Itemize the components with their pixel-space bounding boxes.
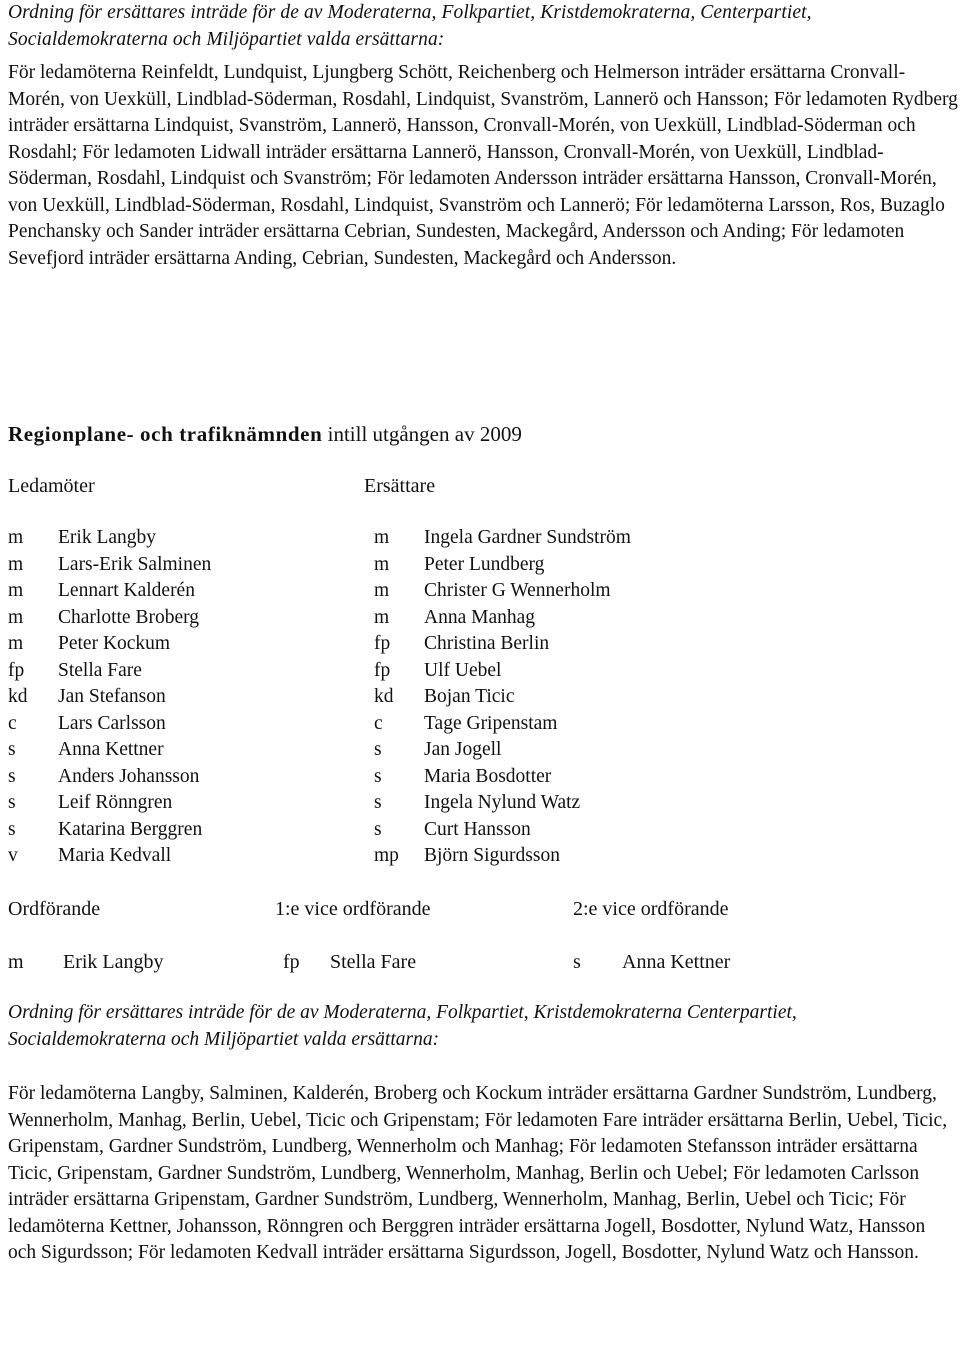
- substitution-order-text: För ledamöterna Reinfeldt, Lundquist, Ljungberg Schött, Reichenberg och Helmerson inträder ersättarna Cronvall-Morén, von Uexküll, Lindblad-Söderman, Rosdahl, Lindquist, Svanström, Lannerö och Hansson; För ledamoten Rydberg inträder ersättarna Lindquist, Svanström, Lannerö, Hansson, Cronvall-Morén, von Uexküll, Lindblad-Söderman och Rosdahl; För ledamoten Lidwall inträder ersättarna Lannerö, Hansson, Cronvall-Morén, von Uexküll, Lindblad-Söderman, Rosdahl, Lindquist och Svanström; För ledamoten Andersson inträder ersättarna Hansson, Cronvall-Morén, von Uexküll, Lindblad-Söderman, Rosdahl, Lindquist, Svanström och Lannerö; För ledamöterna Larsson, Ros, Buzaglo Penchansky och Sander inträder ersättarna Cebrian, Sundesten, Mackegård, Andersson och Anding; För ledamoten Sevefjord inträder ersättarna Anding, Cebrian, Sundesten, Mackegård och Andersson.: [8, 62, 958, 269]
- member-party: v: [8, 845, 18, 866]
- substitute-party: s: [374, 792, 382, 813]
- second-vice-chair-header: 2:e vice ordförande: [573, 898, 729, 920]
- member-party: fp: [8, 659, 25, 681]
- substitute-party: s: [374, 739, 382, 760]
- substitute-name: Anna Manhag: [424, 606, 536, 628]
- substitute-name: Bojan Ticic: [424, 686, 515, 707]
- substitution-order-intro: Ordning för ersättares inträde för de av Moderaterna, Folkpartiet, Kristdemokraterna, Centerpartiet, Socialdemokraterna och Miljöpartiet valda ersättarna:: [8, 2, 812, 50]
- roster-table: [0, 525, 960, 870]
- first-vice-chair-name: Stella Fare: [330, 951, 417, 973]
- substitute-party: m: [374, 527, 390, 548]
- member-name: Lars-Erik Salminen: [58, 553, 212, 575]
- substitution-order-intro-2: Ordning för ersättares inträde för de av Moderaterna, Folkpartiet, Kristdemokraterna Centerpartiet, Socialdemokraterna och Miljöpartiet valda ersättarna:: [8, 1002, 797, 1050]
- committee-name: Regionplane- och trafiknämnden: [8, 422, 323, 446]
- member-name: Lennart Kalderén: [58, 580, 195, 601]
- member-name: Charlotte Broberg: [58, 606, 199, 628]
- member-name: Maria Kedvall: [58, 845, 172, 866]
- substitutes-column-header: Ersättare: [364, 475, 436, 497]
- roster-row: [0, 790, 960, 817]
- section-heading: [8, 420, 522, 448]
- substitution-order-text-2: För ledamöterna Langby, Salminen, Kalderén, Broberg och Kockum inträder ersättarna Gardner Sundström, Lundberg, Wennerholm, Manhag, Berlin, Uebel, Ticic och Gripenstam; För ledamoten Fare inträder ersättarna Berlin, Uebel, Ticic, Gripenstam, Gardner Sundström, Lundberg, Wennerholm och Manhag; För ledamoten Stefansson inträder ersättarna Ticic, Gripenstam, Gardner Sundström, Lundberg, Wennerholm, Manhag, Berlin och Uebel; För ledamoten Carlsson inträder ersättarna Gripenstam, Gardner Sundström, Lundberg, Wennerholm, Manhag, Berlin, Uebel och Ticic; För ledamöterna Kettner, Johansson, Rönngren och Berggren inträder ersättarna Jogell, Bosdotter, Nylund Watz, Hansson och Sigurdsson; För ledamoten Kedvall inträder ersättarna Sigurdsson, Jogell, Bosdotter, Nylund Watz och Hansson.: [8, 1083, 948, 1263]
- substitute-name: Ingela Gardner Sundström: [424, 527, 631, 548]
- roster-row: [0, 578, 960, 605]
- substitute-name: Tage Gripenstam: [424, 712, 558, 734]
- roster-row: [0, 711, 960, 738]
- member-name: Peter Kockum: [58, 633, 171, 654]
- committee-term: intill utgången av 2009: [322, 422, 522, 446]
- member-party: m: [8, 633, 24, 654]
- member-party: kd: [8, 686, 28, 707]
- substitute-name: Ulf Uebel: [424, 659, 502, 681]
- member-party: m: [8, 527, 24, 548]
- substitute-party: m: [374, 606, 390, 628]
- member-name: Anna Kettner: [58, 739, 164, 760]
- roster-row: [0, 737, 960, 764]
- roster-row: [0, 843, 960, 870]
- substitute-party: mp: [374, 845, 399, 866]
- member-name: Anders Johansson: [58, 765, 200, 787]
- roster-row: [0, 684, 960, 711]
- roster-row: [0, 658, 960, 685]
- members-column-header: Ledamöter: [8, 475, 95, 497]
- member-name: Jan Stefanson: [58, 686, 166, 707]
- chair-party: m: [8, 951, 24, 973]
- member-name: Lars Carlsson: [58, 712, 166, 734]
- substitute-name: Björn Sigurdsson: [424, 845, 560, 866]
- substitute-party: fp: [374, 659, 391, 681]
- substitute-party: s: [374, 765, 382, 787]
- member-name: Leif Rönngren: [58, 792, 173, 813]
- roster-row: [0, 764, 960, 791]
- substitute-name: Jan Jogell: [424, 739, 502, 760]
- member-party: s: [8, 739, 16, 760]
- substitute-party: c: [374, 712, 383, 734]
- roster-row: [0, 552, 960, 579]
- chair-header: Ordförande: [8, 898, 101, 920]
- first-vice-chair-party: fp: [283, 951, 300, 973]
- member-name: Erik Langby: [58, 527, 157, 548]
- second-vice-chair-name: Anna Kettner: [622, 951, 731, 973]
- substitute-name: Maria Bosdotter: [424, 765, 552, 787]
- second-vice-chair-party: s: [573, 951, 581, 973]
- member-party: m: [8, 553, 24, 575]
- member-party: c: [8, 712, 17, 734]
- roster-row: [0, 817, 960, 844]
- roster-row: [0, 605, 960, 632]
- member-party: s: [8, 792, 16, 813]
- substitute-party: m: [374, 580, 390, 601]
- roster-row: [0, 631, 960, 658]
- member-name: Katarina Berggren: [58, 818, 203, 840]
- substitute-name: Ingela Nylund Watz: [424, 792, 581, 813]
- substitute-party: s: [374, 818, 382, 840]
- substitute-name: Peter Lundberg: [424, 553, 545, 575]
- member-name: Stella Fare: [58, 659, 142, 681]
- substitute-party: m: [374, 553, 390, 575]
- substitute-name: Christer G Wennerholm: [424, 580, 611, 601]
- member-party: s: [8, 818, 16, 840]
- substitute-name: Curt Hansson: [424, 818, 531, 840]
- substitute-party: fp: [374, 633, 391, 654]
- member-party: s: [8, 765, 16, 787]
- chair-name: Erik Langby: [63, 951, 164, 973]
- substitute-name: Christina Berlin: [424, 633, 550, 654]
- first-vice-chair-header: 1:e vice ordförande: [275, 898, 431, 920]
- roster-row: [0, 525, 960, 552]
- member-party: m: [8, 580, 24, 601]
- member-party: m: [8, 606, 24, 628]
- substitute-party: kd: [374, 686, 394, 707]
